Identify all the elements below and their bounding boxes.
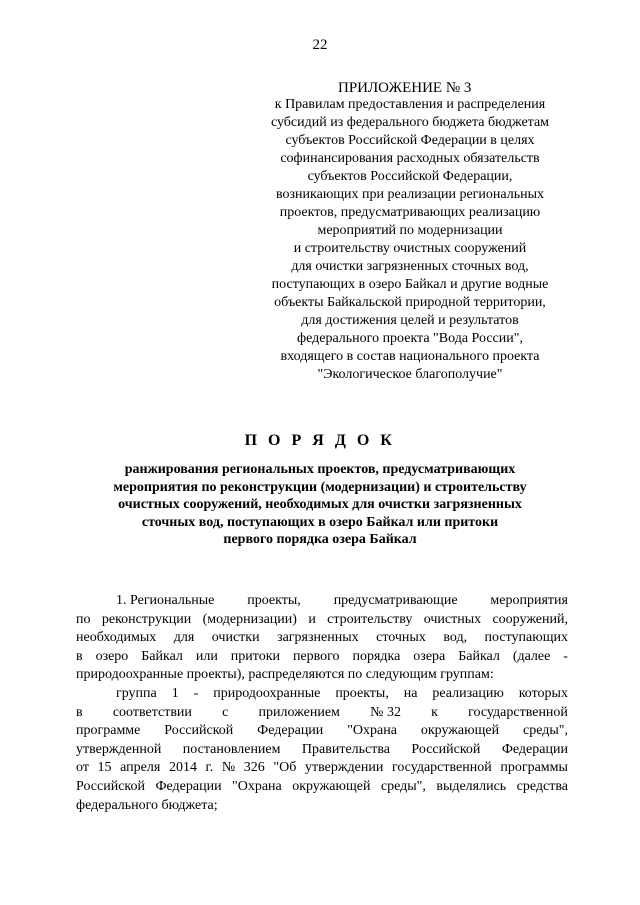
body-word: (далее (512, 648, 551, 664)
body-word: окружающей (420, 723, 500, 739)
document-heading-line: очистных сооружений, необходимых для очистки загрязненных (118, 497, 522, 512)
body-word: строительству (327, 611, 413, 627)
body-word: приложением (258, 704, 340, 720)
body-line (76, 741, 568, 760)
body-word: "Охрана (347, 723, 397, 739)
body-word: программы (500, 760, 568, 776)
body-word: реконструкции (101, 611, 192, 627)
appendix-subtitle-line: к Правилам предоставления и распределения (274, 96, 546, 112)
body-word: Федерации (501, 741, 568, 757)
body-line (76, 666, 568, 685)
body-word: 1 (171, 685, 179, 701)
body-word: которых (518, 685, 568, 701)
body-line (76, 629, 568, 648)
appendix-subtitle-line: для очистки загрязненных сточных вод, (291, 258, 529, 274)
document-heading-line: мероприятия по реконструкции (модернизации) и строительству (113, 479, 527, 495)
body-line (76, 648, 568, 667)
body-word: - (193, 685, 199, 701)
body-word: утверждении (304, 760, 384, 776)
body-line (76, 611, 568, 630)
appendix-subtitle-line: софинансирования расходных обязательств (280, 150, 540, 166)
body-word: "Охрана (232, 778, 282, 794)
body-word: к (431, 704, 438, 720)
body-word: поступающих (484, 630, 568, 646)
appendix-subtitle-line: "Экологическое благополучие" (317, 366, 503, 382)
body-line (76, 685, 568, 704)
body-word: вод, (443, 630, 468, 646)
body-word: по (76, 611, 91, 627)
body-word: и (308, 611, 316, 627)
body-word: 15 (97, 760, 112, 776)
appendix-subtitle-line: объекты Байкальской природной территории, (274, 294, 546, 310)
body-word: 2014 (168, 760, 197, 776)
body-line (76, 778, 568, 797)
body-word: 1. Региональные (116, 593, 215, 608)
document-heading (60, 461, 580, 549)
body-word: реализацию (432, 685, 504, 701)
body-word: Байкал (458, 648, 500, 664)
body-word: Федерации (155, 778, 222, 794)
body-word: утвержденной (76, 741, 162, 757)
body-word: очистки (211, 630, 260, 646)
body-word: от (76, 760, 89, 776)
body-line (76, 797, 568, 816)
body-word: группа (116, 685, 157, 701)
appendix-subtitle-line: проектов, предусматривающих реализацию (279, 204, 541, 220)
appendix-subtitle-line: субсидий из федерального бюджета бюджетам (270, 114, 550, 130)
body-line (76, 759, 568, 778)
body-word: Байкал (141, 648, 183, 664)
body-word: озера (413, 648, 446, 664)
appendix-subtitle-line: возникающих при реализации региональных (275, 186, 545, 202)
body-word: на (403, 685, 418, 701)
page-number: 22 (312, 37, 328, 53)
document-title: П О Р Я Д О К (244, 432, 396, 449)
body-word: государственной (391, 760, 492, 776)
body-line (76, 592, 568, 611)
body-word: необходимых (76, 630, 157, 646)
body-word: для (173, 630, 195, 646)
body-word: загрязненных (277, 630, 359, 646)
appendix-subtitle-line: федерального проекта "Вода России", (297, 330, 523, 346)
body-word: № (221, 760, 236, 776)
appendix-subtitle-line: входящего в состав национального проекта (280, 348, 540, 364)
appendix-subtitle-line: и строительству очистных сооружений (293, 240, 527, 256)
body-word: Правительства (301, 741, 391, 757)
appendix-subtitle-line: субъектов Российской Федерации, (307, 168, 513, 184)
body-word: среды", (380, 778, 426, 794)
body-word: 326 (243, 760, 265, 776)
document-heading-line: первого порядка озера Байкал (223, 532, 417, 547)
body-word: с (222, 704, 229, 720)
body-line (76, 722, 568, 741)
appendix-subtitle-line: поступающих в озеро Байкал и другие водные (271, 276, 549, 292)
document-heading-line: сточных вод, поступающих в озеро Байкал или притоки (141, 514, 499, 530)
appendix-subtitle (240, 96, 580, 384)
body-word: программе (76, 723, 141, 739)
body-line (76, 704, 568, 723)
body-word: Федерации (257, 723, 324, 739)
body-word: мероприятия (490, 593, 568, 608)
body-word: или (195, 648, 218, 664)
body-word: средства (516, 778, 568, 794)
body-word: соответствии (112, 704, 192, 720)
body-word: сточных (376, 630, 426, 646)
appendix-subtitle-line: для достижения целей и результатов (301, 312, 519, 328)
body-word: (модернизации) (202, 611, 297, 627)
body-word: Российской (411, 741, 481, 757)
body-word: Российской (76, 778, 145, 794)
appendix-title: ПРИЛОЖЕНИЕ № 3 (338, 80, 472, 96)
body-word: притоки (230, 648, 280, 664)
appendix-subtitle-line: мероприятий по модернизации (317, 222, 503, 238)
body-word: окружающей (292, 778, 371, 794)
body-word: выделялись (436, 778, 507, 794)
body-word: постановлением (182, 741, 281, 757)
body-word: порядка (352, 648, 401, 664)
body-word: - (563, 648, 568, 664)
body-word: проекты, (247, 593, 301, 608)
body-word: в (76, 648, 83, 664)
body-text (76, 592, 568, 815)
appendix-subtitle-line: субъектов Российской Федерации в целях (285, 132, 535, 148)
body-word: Российской (164, 723, 234, 739)
body-word: федерального бюджета; (76, 797, 218, 813)
body-word: природоохранные проекты), распределяются по следующим группам: (76, 667, 494, 683)
body-word: "Об (273, 760, 297, 776)
body-word: государственной (468, 704, 568, 720)
body-word: первого (292, 648, 340, 664)
document-heading-line: ранжирования региональных проектов, предусматривающих (124, 462, 516, 477)
body-word: проекты, (335, 685, 389, 701)
body-word: сооружений, (492, 611, 568, 627)
body-word: природоохранные (213, 685, 321, 701)
body-word: озеро (95, 648, 129, 664)
body-word: очистных (423, 611, 482, 627)
body-word: предусматривающие (333, 593, 458, 608)
body-word: в (76, 704, 83, 720)
body-word: среды", (522, 723, 568, 739)
body-word: № 32 (370, 704, 401, 720)
body-word: г. (205, 760, 214, 776)
body-word: апреля (120, 760, 161, 776)
